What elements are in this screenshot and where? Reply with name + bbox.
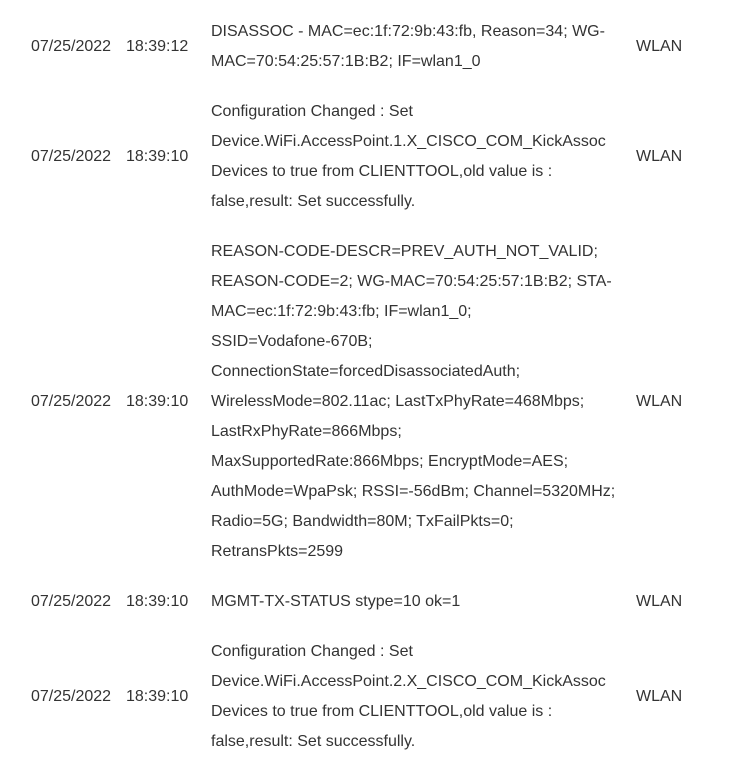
log-time: 18:39:10: [126, 688, 189, 705]
log-description: [211, 587, 636, 617]
log-description-line: Devices to true from CLIENTTOOL,old value is :: [211, 703, 553, 720]
log-description-line: REASON-CODE-DESCR=PREV_AUTH_NOT_VALID;: [211, 243, 598, 260]
log-time: 18:39:12: [126, 38, 189, 55]
log-date: 07/25/2022: [31, 38, 112, 55]
log-description-line: Devices to true from CLIENTTOOL,old value is :: [211, 163, 553, 180]
log-description-line: Device.WiFi.AccessPoint.2.X_CISCO_COM_KickAssoc: [211, 673, 606, 690]
log-date: 07/25/2022: [31, 393, 112, 410]
log-description-line: MAC=70:54:25:57:1B:B2; IF=wlan1_0: [211, 53, 481, 70]
log-type: WLAN: [636, 393, 683, 410]
log-row: [0, 225, 733, 575]
log-description-line: Configuration Changed : Set: [211, 643, 413, 660]
log-type: WLAN: [636, 38, 683, 55]
log-row: [0, 85, 733, 225]
log-description: [211, 17, 636, 77]
log-type: WLAN: [636, 148, 683, 165]
log-description: [211, 237, 636, 567]
log-description: [211, 97, 636, 217]
log-time: 18:39:10: [126, 148, 189, 165]
log-row: [0, 0, 733, 85]
log-description-line: RetransPkts=2599: [211, 543, 344, 560]
log-description-line: LastRxPhyRate=866Mbps;: [211, 423, 402, 440]
log-type: WLAN: [636, 688, 683, 705]
log-description-line: Configuration Changed : Set: [211, 103, 413, 120]
log-row: [0, 575, 733, 625]
log-type: WLAN: [636, 593, 683, 610]
log-description-line: MGMT-TX-STATUS stype=10 ok=1: [211, 593, 461, 610]
log-date: 07/25/2022: [31, 148, 112, 165]
log-description-line: REASON-CODE=2; WG-MAC=70:54:25:57:1B:B2; STA-: [211, 273, 612, 290]
log-description-line: false,result: Set successfully.: [211, 193, 416, 210]
log-description-line: ConnectionState=forcedDisassociatedAuth;: [211, 363, 521, 380]
log-description-line: DISASSOC - MAC=ec:1f:72:9b:43:fb, Reason=34; WG-: [211, 23, 605, 40]
log-description-line: MaxSupportedRate:866Mbps; EncryptMode=AES;: [211, 453, 569, 470]
log-description-line: AuthMode=WpaPsk; RSSI=-56dBm; Channel=5320MHz;: [211, 483, 616, 500]
log-description-line: Radio=5G; Bandwidth=80M; TxFailPkts=0;: [211, 513, 514, 530]
log-row: [0, 625, 733, 765]
log-description-line: MAC=ec:1f:72:9b:43:fb; IF=wlan1_0;: [211, 303, 472, 320]
log-date: 07/25/2022: [31, 593, 112, 610]
log-time: 18:39:10: [126, 393, 189, 410]
log-description: [211, 637, 636, 757]
log-date: 07/25/2022: [31, 688, 112, 705]
log-time: 18:39:10: [126, 593, 189, 610]
log-description-line: SSID=Vodafone-670B;: [211, 333, 373, 350]
log-description-line: Device.WiFi.AccessPoint.1.X_CISCO_COM_KickAssoc: [211, 133, 606, 150]
log-description-line: false,result: Set successfully.: [211, 733, 416, 750]
log-description-line: WirelessMode=802.11ac; LastTxPhyRate=468Mbps;: [211, 393, 585, 410]
